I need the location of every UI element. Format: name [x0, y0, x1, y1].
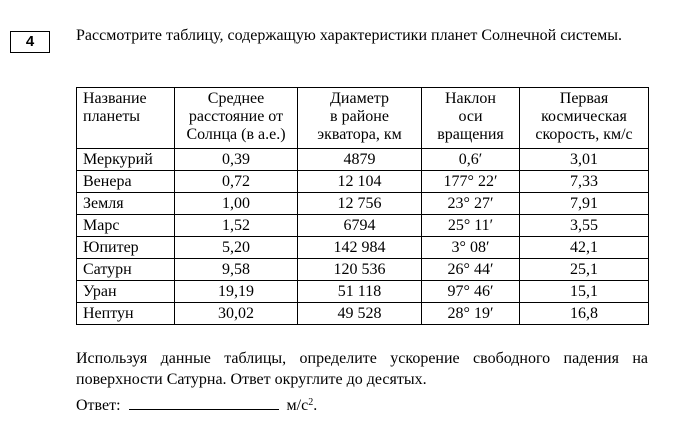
question-text: Используя данные таблицы, определите ускорение свободного падения на поверхности Сатурна. Ответ округлите до десятых.	[76, 350, 648, 388]
table-cell: 7,91	[520, 193, 649, 215]
answer-unit-power: 2	[308, 397, 314, 408]
table-cell: 1,52	[175, 215, 298, 237]
table-cell: 0,6′	[422, 149, 520, 171]
table-cell: 49 528	[298, 303, 422, 325]
table-cell: 26° 44′	[422, 259, 520, 281]
table-cell: 5,20	[175, 237, 298, 259]
table-cell: 23° 27′	[422, 193, 520, 215]
planet-name-cell: Нептун	[77, 303, 175, 325]
table-cell: 97° 46′	[422, 281, 520, 303]
table-row	[77, 149, 649, 171]
table-cell: 12 104	[298, 171, 422, 193]
table-cell: 51 118	[298, 281, 422, 303]
answer-end: .	[313, 397, 318, 414]
table-row	[77, 303, 649, 325]
column-header-line: в районе	[330, 108, 389, 125]
column-header	[520, 88, 649, 149]
column-header-line: Наклон	[445, 90, 496, 107]
table-cell: 30,02	[175, 303, 298, 325]
table-cell: 42,1	[520, 237, 649, 259]
column-header-line: Диаметр	[330, 90, 389, 107]
table-cell: 1,00	[175, 193, 298, 215]
column-header-line: Среднее	[207, 90, 265, 107]
table-cell: 25° 11′	[422, 215, 520, 237]
column-header-line: экватора, км	[317, 126, 402, 143]
column-header-line: Солнца (в а.е.)	[186, 126, 286, 143]
table-row	[77, 259, 649, 281]
column-header-line: расстояние от	[188, 108, 284, 125]
table-cell: 4879	[298, 149, 422, 171]
answer-line	[76, 395, 317, 416]
table-row	[77, 237, 649, 259]
table-cell: 0,72	[175, 171, 298, 193]
table-cell: 3,55	[520, 215, 649, 237]
table-cell: 28° 19′	[422, 303, 520, 325]
table-cell: 142 984	[298, 237, 422, 259]
column-header-line: оси	[458, 108, 483, 125]
task-number-box: 4	[10, 31, 50, 53]
table-cell: 7,33	[520, 171, 649, 193]
table-cell: 25,1	[520, 259, 649, 281]
table-cell: 12 756	[298, 193, 422, 215]
table-cell: 6794	[298, 215, 422, 237]
column-header-line: скорость, км/с	[535, 126, 633, 143]
table-row	[77, 193, 649, 215]
answer-blank[interactable]	[129, 395, 279, 410]
planets-table	[76, 87, 649, 325]
table-cell: 3,01	[520, 149, 649, 171]
table-cell: 16,8	[520, 303, 649, 325]
column-header	[422, 88, 520, 149]
table-cell: 19,19	[175, 281, 298, 303]
table-cell: 0,39	[175, 149, 298, 171]
answer-unit: м/с	[286, 397, 309, 414]
table-cell: 15,1	[520, 281, 649, 303]
column-header	[298, 88, 422, 149]
planet-name-cell: Земля	[77, 193, 175, 215]
table-cell: 120 536	[298, 259, 422, 281]
planet-name-cell: Юпитер	[77, 237, 175, 259]
column-header-line: вращения	[437, 126, 504, 143]
table-body	[77, 149, 649, 325]
table-row	[77, 281, 649, 303]
planet-name-cell: Сатурн	[77, 259, 175, 281]
column-header	[175, 88, 298, 149]
planet-name-cell: Уран	[77, 281, 175, 303]
column-header-line: Название	[83, 90, 147, 107]
planet-name-cell: Меркурий	[77, 149, 175, 171]
answer-label: Ответ:	[76, 397, 121, 414]
table-header-row	[77, 88, 649, 149]
table-cell: 177° 22′	[422, 171, 520, 193]
table-row	[77, 215, 649, 237]
column-header-line: космическая	[541, 108, 627, 125]
table-cell: 9,58	[175, 259, 298, 281]
column-header	[77, 88, 175, 149]
column-header-line: планеты	[83, 108, 141, 125]
planet-name-cell: Венера	[77, 171, 175, 193]
task-intro-text: Рассмотрите таблицу, содержащую характеристики планет Солнечной системы.	[76, 27, 622, 44]
table-cell: 3° 08′	[422, 237, 520, 259]
planet-name-cell: Марс	[77, 215, 175, 237]
table-row	[77, 171, 649, 193]
column-header-line: Первая	[559, 90, 609, 107]
